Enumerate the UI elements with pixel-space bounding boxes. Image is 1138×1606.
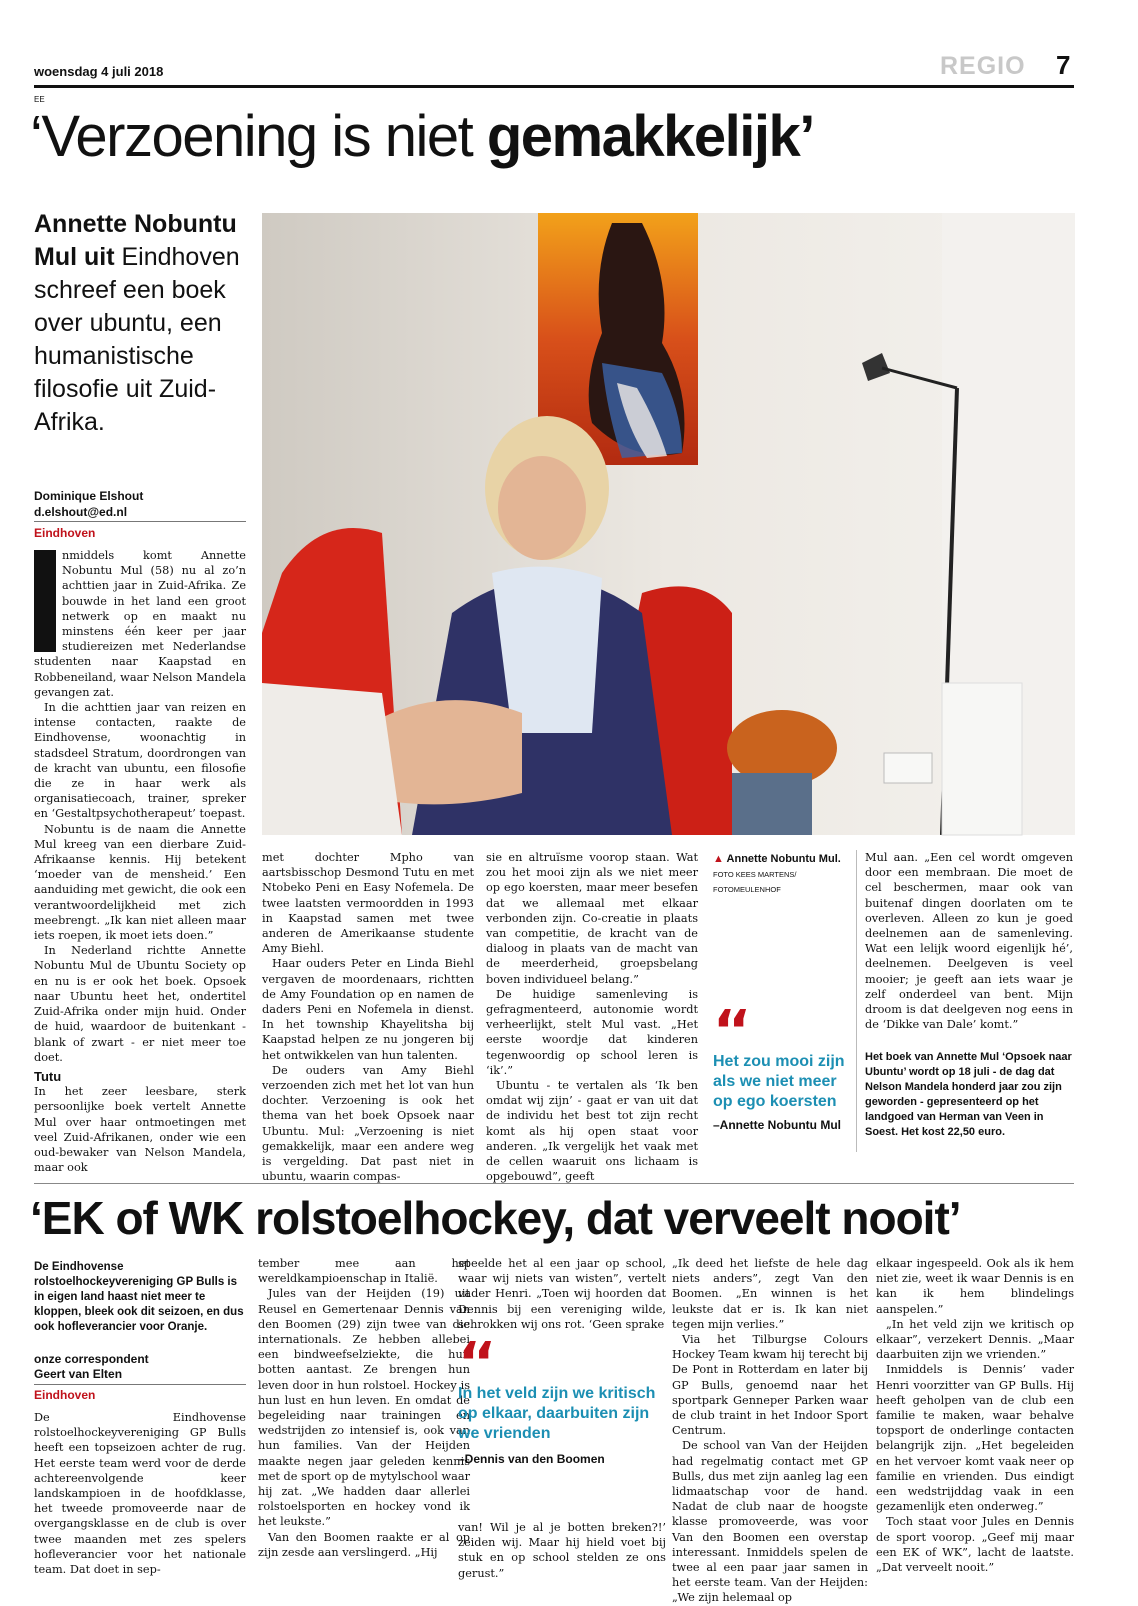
paragraph: tember mee aan het wereldkampioenschap in Italië. bbox=[258, 1257, 470, 1286]
paragraph: Ubuntu - te vertalen als ‘Ik ben omdat wij zijn’ - gaat er van uit dat de individu het best tot zijn recht komt als hij open staat voor anderen. „Ik vergelijk het vaak met de cellen waaruit ons lichaam is opgebouwd”, geeft bbox=[486, 1079, 698, 1184]
subheading: Tutu bbox=[34, 1068, 62, 1084]
quote-author: –Annette Nobuntu Mul bbox=[713, 1118, 841, 1132]
paragraph: Nobuntu is de naam die Annette Mul kreeg van een dierbare Zuid-Afrikaanse kennis. Hij betekent ‘moeder van de mensheid.’ Een aanduiding met gewicht, die ook een verantwoordelijkheid met zich meebrengt. „Ik kan niet alleen maar iets roepen, ik moet iets doen.” bbox=[34, 822, 246, 943]
paragraph: Mul aan. „Een cel wordt omgeven door een membraan. Die moet de cel beschermen, maar ook van buitenaf dingen doorlaten om te overleven. Alleen zo kun je goed deelnemen aan de samenleving. Wat een lelijk woord eigenlijk hé’, deelnemen. Deelgeven is veel mooier; je geeft aan iets waar je zelf onderdeel van bent. Mijn droom is dat deelgeven nog eens in de ‘Dikke van Dale’ komt.” bbox=[865, 851, 1073, 1032]
edition-code: EE bbox=[34, 95, 45, 104]
issue-date: woensdag 4 juli 2018 bbox=[34, 64, 164, 79]
column-divider bbox=[856, 850, 857, 1152]
paragraph: „Ik deed het liefste de hele dag niets anders”, zegt Van den Boomen. „En winnen is het leukste dat er is. Ik kan niet tegen mijn verlies.” bbox=[672, 1257, 868, 1331]
caption-triangle-icon: ▲ bbox=[713, 853, 724, 865]
book-infobox: Het boek van Annette Mul ‘Opsoek naar Ubuntu’ wordt op 18 juli - de dag dat Nelson Mandela honderd jaar zou zijn geworden - gepresenteerd op het landgoed van Herman van Veen in Soest. Het kost 22,50 euro. bbox=[865, 1051, 1072, 1138]
paragraph: speelde het al een jaar op school, waar wij niets van wisten”, vertelt vader Henri. „Toen wij hoorden dat Dennis bij een vereniging wilde, schrokken wij ons rot. ‘Geen sprake bbox=[458, 1257, 666, 1331]
article2-byline bbox=[34, 1352, 149, 1382]
paragraph: De Eindhovense rolstoelhockeyvereniging GP Bulls heeft een topseizoen achter de rug. Het eerste team werd voor de derde achtereenvolgende keer landskampioen in de hoofdklasse, het tweede promoveerde naar de overgangsklasse en de club is over twee maanden met zes spelers hofleverancier voor het nationale team. Dat doet in sep- bbox=[34, 1411, 246, 1577]
photo-caption bbox=[713, 852, 848, 897]
headline-bold: gemakkelijk’ bbox=[486, 104, 814, 169]
header-rule bbox=[34, 85, 1074, 88]
article2-lead: De Eindhovense rolstoelhockeyvereniging GP Bulls is in eigen land haast niet meer te kloppen, bleek ook dit seizoen, en dus ook hofleverancier voor Oranje. bbox=[34, 1261, 244, 1333]
paragraph: met dochter Mpho van aartsbisschop Desmond Tutu en met Ntobeko Peni en Easy Nofemela. De twee laatsten vermoordden in 1993 in Kaapstad samen met twee anderen de Amerikaanse studente Amy Biehl. bbox=[262, 851, 474, 956]
pull-quote bbox=[458, 1331, 658, 1466]
paragraph: van! Wil je al je botten breken?!’ zeiden wij. Maar hij hield voet bij stuk en op school stelden ze ons gerust.” bbox=[458, 1521, 666, 1580]
pull-quote bbox=[713, 999, 848, 1132]
paragraph: De ouders van Amy Biehl verzoenden zich met het lot van hun dochter. Verzoening is ook het thema van het boek Opsoek naar Ubuntu. Mul: „Verzoening is niet gemakkelijk, maar een andere weg is vergelding. Dat past niet in ubuntu, waarin compas- bbox=[262, 1063, 474, 1184]
caption-credit: FOTO KEES MARTENS/ FOTOMEULENHOF bbox=[713, 870, 797, 894]
quote-author: –Dennis van den Boomen bbox=[458, 1452, 605, 1466]
paragraph: „In het veld zijn we kritisch op elkaar”, verzekert Dennis. „Maar daarbuiten zijn we vrienden.” bbox=[876, 1317, 1074, 1362]
dateline-location: Eindhoven bbox=[34, 526, 96, 540]
article2-column-3-top bbox=[458, 1256, 666, 1332]
paragraph: Van den Boomen raakte er al op zijn zesde aan verslingerd. „Hij bbox=[258, 1530, 470, 1559]
article2-headline: ‘EK of WK rolstoelhockey, dat verveelt nooit’ bbox=[30, 1192, 961, 1244]
author-name: Geert van Elten bbox=[34, 1367, 123, 1381]
quote-mark-icon: ‘‘ bbox=[458, 1331, 489, 1396]
byline-rule bbox=[34, 1384, 246, 1385]
article1-column-2 bbox=[262, 850, 474, 1184]
byline bbox=[34, 488, 143, 520]
article1-column-5 bbox=[865, 850, 1073, 1032]
paragraph: In het zeer leesbare, sterk persoonlijke boek vertelt Annette Mul over haar ontmoetingen met veel Zuid-Afrikanen, onder wie een oud-bewaker van Nelson Mandela, maar ook bbox=[34, 1085, 246, 1175]
paragraph: In Nederland richtte Annette Nobuntu Mul de Ubuntu Society op en nu is er ook het boek. Opsoek naar Ubuntu heet het, ondertitel Zuid-Afrika onder mijn huid. Onder de huid, waardoor de buitenkant - blank of zwart - er niet meer toe doet. bbox=[34, 944, 246, 1064]
paragraph: Inmiddels is Dennis’ vader Henri voorzitter van GP Bulls. Hij heeft geholpen van de club een familie te maken, waar behalve topsport de onderlinge contacten belangrijk zijn. „Het begeleiden en het vervoer komt vaak neer op familie en vrienden. Dus eindigt een wedstrijddag vaak in een gezamenlijk eten onderweg.” bbox=[876, 1363, 1074, 1514]
article2-column-4 bbox=[672, 1256, 868, 1605]
dateline-location: Eindhoven bbox=[34, 1388, 96, 1402]
article1-intro bbox=[34, 208, 244, 439]
portrait-photo bbox=[262, 213, 1075, 835]
article-separator bbox=[34, 1183, 1074, 1184]
caption-name: Annette Nobuntu Mul. bbox=[726, 853, 841, 865]
quote-mark-icon: ‘‘ bbox=[713, 999, 744, 1064]
quote-text: In het veld zijn we kritisch op elkaar, daarbuiten zijn we vrienden bbox=[458, 1385, 656, 1442]
article1-column-1 bbox=[34, 548, 246, 1175]
paragraph: nmiddels komt Annette Nobuntu Mul (58) nu al zo’n achttien jaar in Zuid-Afrika. Ze bouwde in het land een groot netwerk op en maakt nu minstens één keer per jaar studiereizen met Nederlandse studenten naar Kaapstad en Robbeneiland, waar Nelson Mandela gevangen zat. bbox=[34, 549, 246, 699]
photo-illustration bbox=[262, 213, 1075, 835]
author-name: Dominique Elshout bbox=[34, 489, 144, 503]
article2-column-2 bbox=[258, 1256, 470, 1578]
article1-column-3 bbox=[486, 850, 698, 1184]
article2-column-5 bbox=[876, 1256, 1074, 1578]
paragraph: Toch staat voor Jules en Dennis de sport voorop. „Geef mij maar een EK of WK”, lacht de laatste. „Dat verveelt nooit.” bbox=[876, 1515, 1074, 1575]
article1-headline bbox=[30, 104, 814, 169]
paragraph: Haar ouders Peter en Linda Biehl vergaven de moordenaars, richtten de Amy Foundation op en namen de daders Peni en Nofemela in dienst. In het township Khayelitsha bij Kaapstad helpen ze nu jongeren bij het ontwikkelen van hun talenten. bbox=[262, 957, 474, 1062]
quote-text: Het zou mooi zijn als we niet meer op ego koersten bbox=[713, 1053, 845, 1110]
page-number: 7 bbox=[1056, 50, 1071, 80]
author-role: onze correspondent bbox=[34, 1352, 149, 1366]
paragraph: Jules van der Heijden (19) uit Reusel en Gemertenaar Dennis van den Boomen (29) zijn twee van die internationals. Ze hebben allebei een bindweefselziekte, die hun botten aantast. Ze brengen hun leven door in hun rolstoel. Hockey is hun lust en hun leven. En omdat de begeleiding naar trainingen en wedstrijden zo intensief is, ook van hun families. Van der Heijden maakte negen jaar geleden kennis met de sport op de mytylschool waar hij zat. „We hadden daar allerlei rolstoelsporten en hockey vond ik het leukste.” bbox=[258, 1287, 470, 1529]
paragraph: sie en altruïsme voorop staan. Wat zou het mooi zijn als we niet meer op ego koersten, maar meer besefen dat we allemaal met elkaar verbonden zijn. Co-creatie in plaats van competitie, de kracht van de dialoog in plaats van de macht van de meerderheid, groepsbelang boven individueel belang.” bbox=[486, 851, 698, 986]
paragraph: De school van Van der Heijden had regelmatig contact met GP Bulls, dus met zijn aanleg lag een lidmaatschap voor de hand. Nadat de club naar de hoogste klasse promoveerde, was voor Van den Boomen een overstap interessant. Inmiddels spelen de twee al een paar jaar samen in het eerste team. Van der Heijden: „We zijn helemaal op bbox=[672, 1439, 868, 1605]
paragraph: elkaar ingespeeld. Ook als ik hem niet zie, weet ik waar Dennis is en kan ik hem blindelings aanspelen.” bbox=[876, 1257, 1074, 1316]
byline-rule bbox=[34, 521, 246, 522]
author-email: d.elshout@ed.nl bbox=[34, 505, 128, 519]
section-label: REGIO bbox=[940, 52, 1026, 80]
article2-column-3-bottom bbox=[458, 1520, 666, 1578]
intro-text: Eindhoven schreef een boek over ubuntu, een humanistische filosofie uit Zuid-Afrika. bbox=[34, 243, 240, 436]
article2-column-1 bbox=[34, 1410, 246, 1578]
drop-cap bbox=[34, 550, 56, 652]
headline-light: ‘Verzoening is niet bbox=[30, 104, 487, 169]
paragraph: In die achttien jaar van reizen en intense contacten, raakte de Eindhovense, woonachtig in stadsdeel Stratum, doordrongen van de kracht van ubuntu, een filosofie die ze in haar werk als organisatiecoach, trainer, spreker en ‘Gestaltpsychotherapeut’ toepast. bbox=[34, 701, 246, 821]
intro-bold: Annette Nobuntu Mul uit bbox=[34, 210, 237, 271]
paragraph: De huidige samenleving is gefragmenteerd, autonomie wordt verheerlijkt, stelt Mul vast. „Het eerste woordje dat kinderen tegenwoordig op school leren is ‘ik’.” bbox=[486, 987, 698, 1077]
paragraph: Via het Tilburgse Colours Hockey Team kwam hij terecht bij De Pont in Rotterdam en later bij GP Bulls, genoemd naar het sportpark Genneper Parken waar de club traint in het Indoor Sport Centrum. bbox=[672, 1333, 868, 1438]
